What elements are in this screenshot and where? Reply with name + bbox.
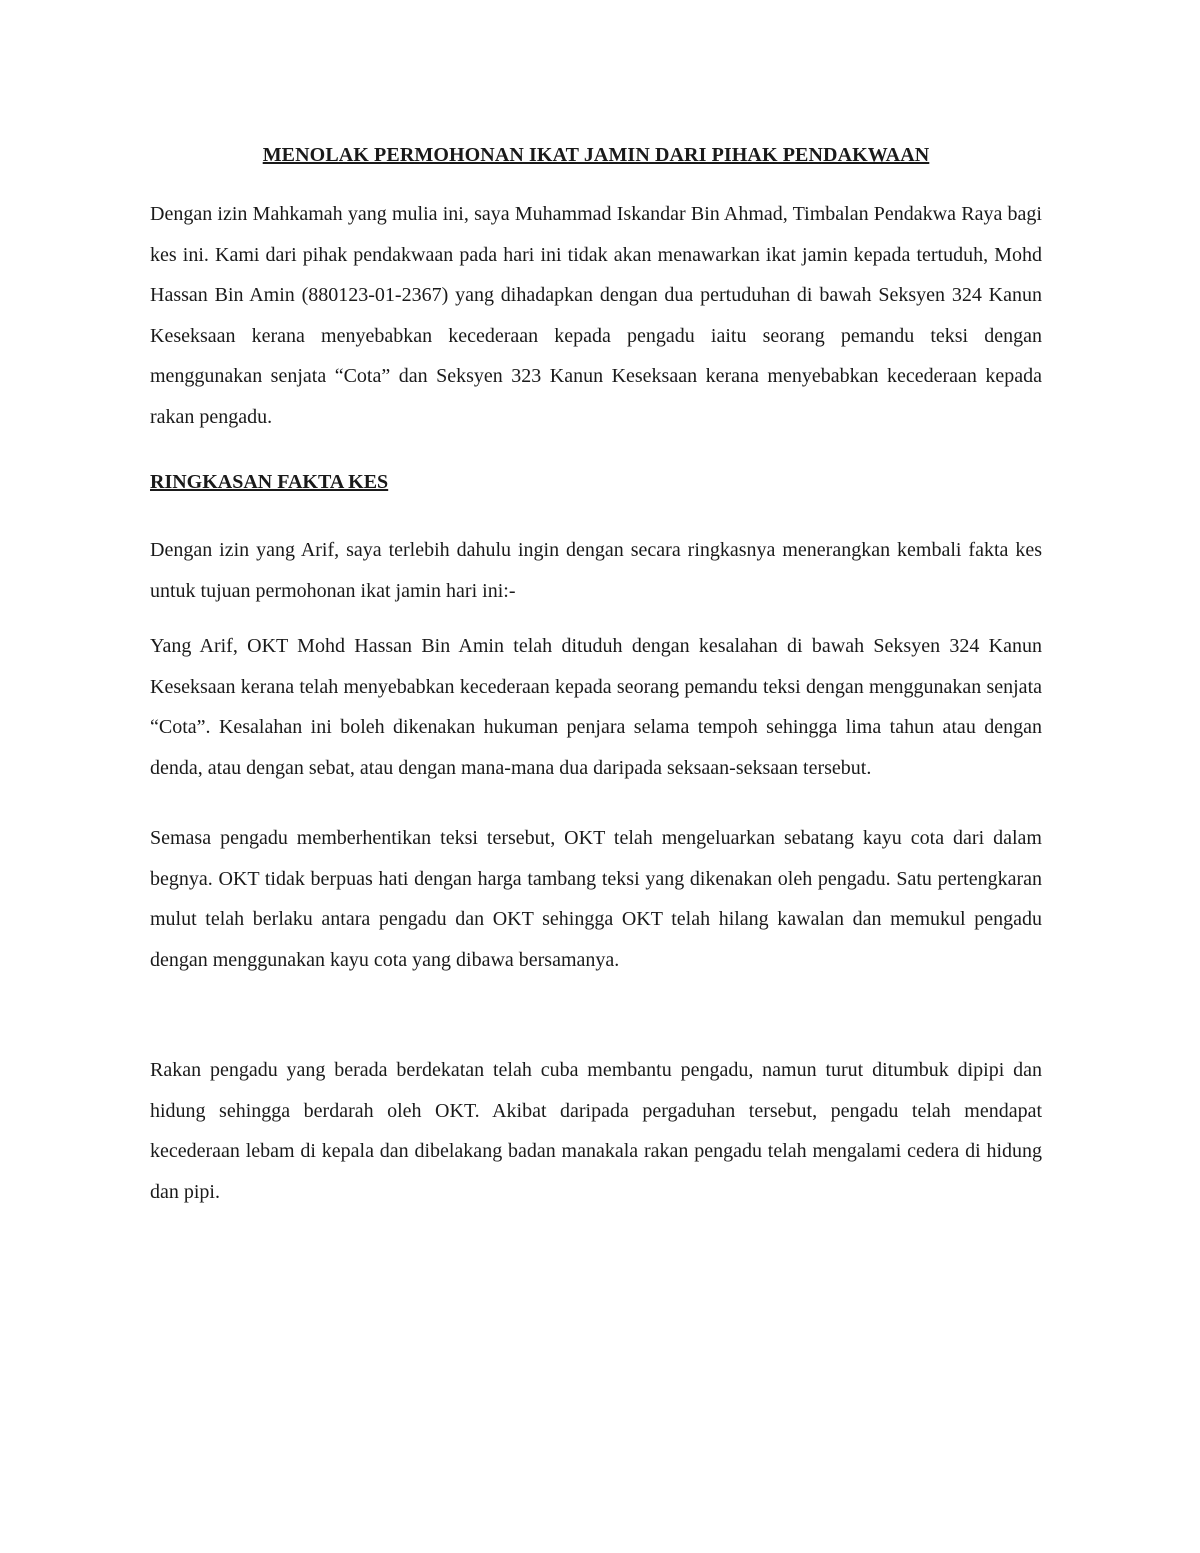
intro-paragraph: Dengan izin Mahkamah yang mulia ini, saya Muhammad Iskandar Bin Ahmad, Timbalan Pendakwa Raya bagi kes ini. Kami dari pihak pendakwaan pada hari ini tidak akan menawarkan ikat jamin kepada tertuduh, Mohd Hassan Bin Amin (880123-01-2367) yang dihadapkan dengan dua pertuduhan di bawah Seksyen 324 Kanun Keseksaan kerana menyebabkan kecederaan kepada pengadu iaitu seorang pemandu teksi dengan menggunakan senjata “Cota” dan Seksyen 323 Kanun Keseksaan kerana menyebabkan kecederaan kepada rakan pengadu. — [150, 203, 1042, 428]
body-paragraph: Rakan pengadu yang berada berdekatan telah cuba membantu pengadu, namun turut ditumbuk dipipi dan hidung sehingga berdarah oleh OKT. Akibat daripada pergaduhan tersebut, pengadu telah mendapat kecederaan lebam di kepala dan dibelakang badan manakala rakan pengadu telah mengalami cedera di hidung dan pipi. — [150, 1059, 1042, 1203]
document-title: MENOLAK PERMOHONAN IKAT JAMIN DARI PIHAK PENDAKWAAN — [262, 144, 930, 166]
body-paragraph: Semasa pengadu memberhentikan teksi tersebut, OKT telah mengeluarkan sebatang kayu cota dari dalam begnya. OKT tidak berpuas hati dengan harga tambang teksi yang dikenakan oleh pengadu. Satu pertengkaran mulut telah berlaku antara pengadu dan OKT sehingga OKT telah hilang kawalan dan memukul pengadu dengan menggunakan kayu cota yang dibawa bersamanya. — [150, 827, 1042, 971]
body-paragraph: Yang Arif, OKT Mohd Hassan Bin Amin telah dituduh dengan kesalahan di bawah Seksyen 324 Kanun Keseksaan kerana telah menyebabkan kecederaan kepada seorang pemandu teksi dengan menggunakan senjata “Cota”. Kesalahan ini boleh dikenakan hukuman penjara selama tempoh sehingga lima tahun atau dengan denda, atau dengan sebat, atau dengan mana-mana dua daripada seksaan-seksaan tersebut. — [150, 635, 1042, 779]
document-page — [150, 140, 1042, 1212]
body-paragraph: Dengan izin yang Arif, saya terlebih dahulu ingin dengan secara ringkasnya menerangkan kembali fakta kes untuk tujuan permohonan ikat jamin hari ini:- — [150, 539, 1042, 602]
section-heading: RINGKASAN FAKTA KES — [150, 471, 389, 493]
